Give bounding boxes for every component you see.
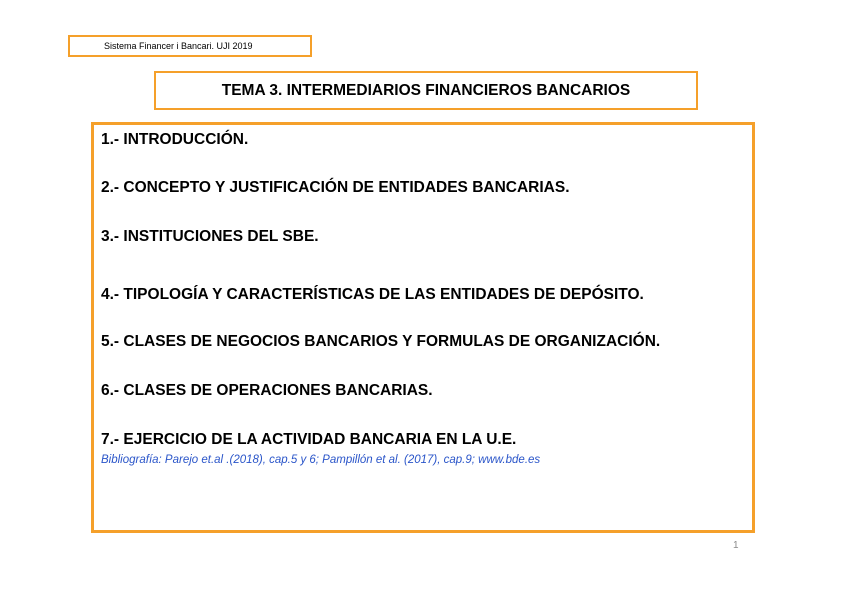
course-header-label: Sistema Financer i Bancari. UJI 2019 [104,41,253,51]
slide-title-box [154,71,698,110]
outline-item-5: 5.- CLASES DE NEGOCIOS BANCARIOS Y FORMULAS DE ORGANIZACIÓN. [101,333,661,350]
outline-item-1: 1.- INTRODUCCIÓN. [101,131,249,148]
page-number: 1 [733,540,739,551]
course-header-box [68,35,312,57]
bibliography-note: Bibliografía: Parejo et.al .(2018), cap.5 y 6; Pampillón et al. (2017), cap.9; www.bde.es [101,454,541,466]
outline-item-3: 3.- INSTITUCIONES DEL SBE. [101,228,319,245]
outline-item-4: 4.- TIPOLOGÍA Y CARACTERÍSTICAS DE LAS ENTIDADES DE DEPÓSITO. [101,286,644,303]
slide-title: TEMA 3. INTERMEDIARIOS FINANCIEROS BANCARIOS [221,81,631,99]
outline-item-7: 7.- EJERCICIO DE LA ACTIVIDAD BANCARIA EN LA U.E. [101,431,517,448]
outline-box [91,122,755,533]
outline-item-6: 6.- CLASES DE OPERACIONES BANCARIAS. [101,382,433,399]
outline-item-2: 2.- CONCEPTO Y JUSTIFICACIÓN DE ENTIDADES BANCARIAS. [101,179,570,196]
